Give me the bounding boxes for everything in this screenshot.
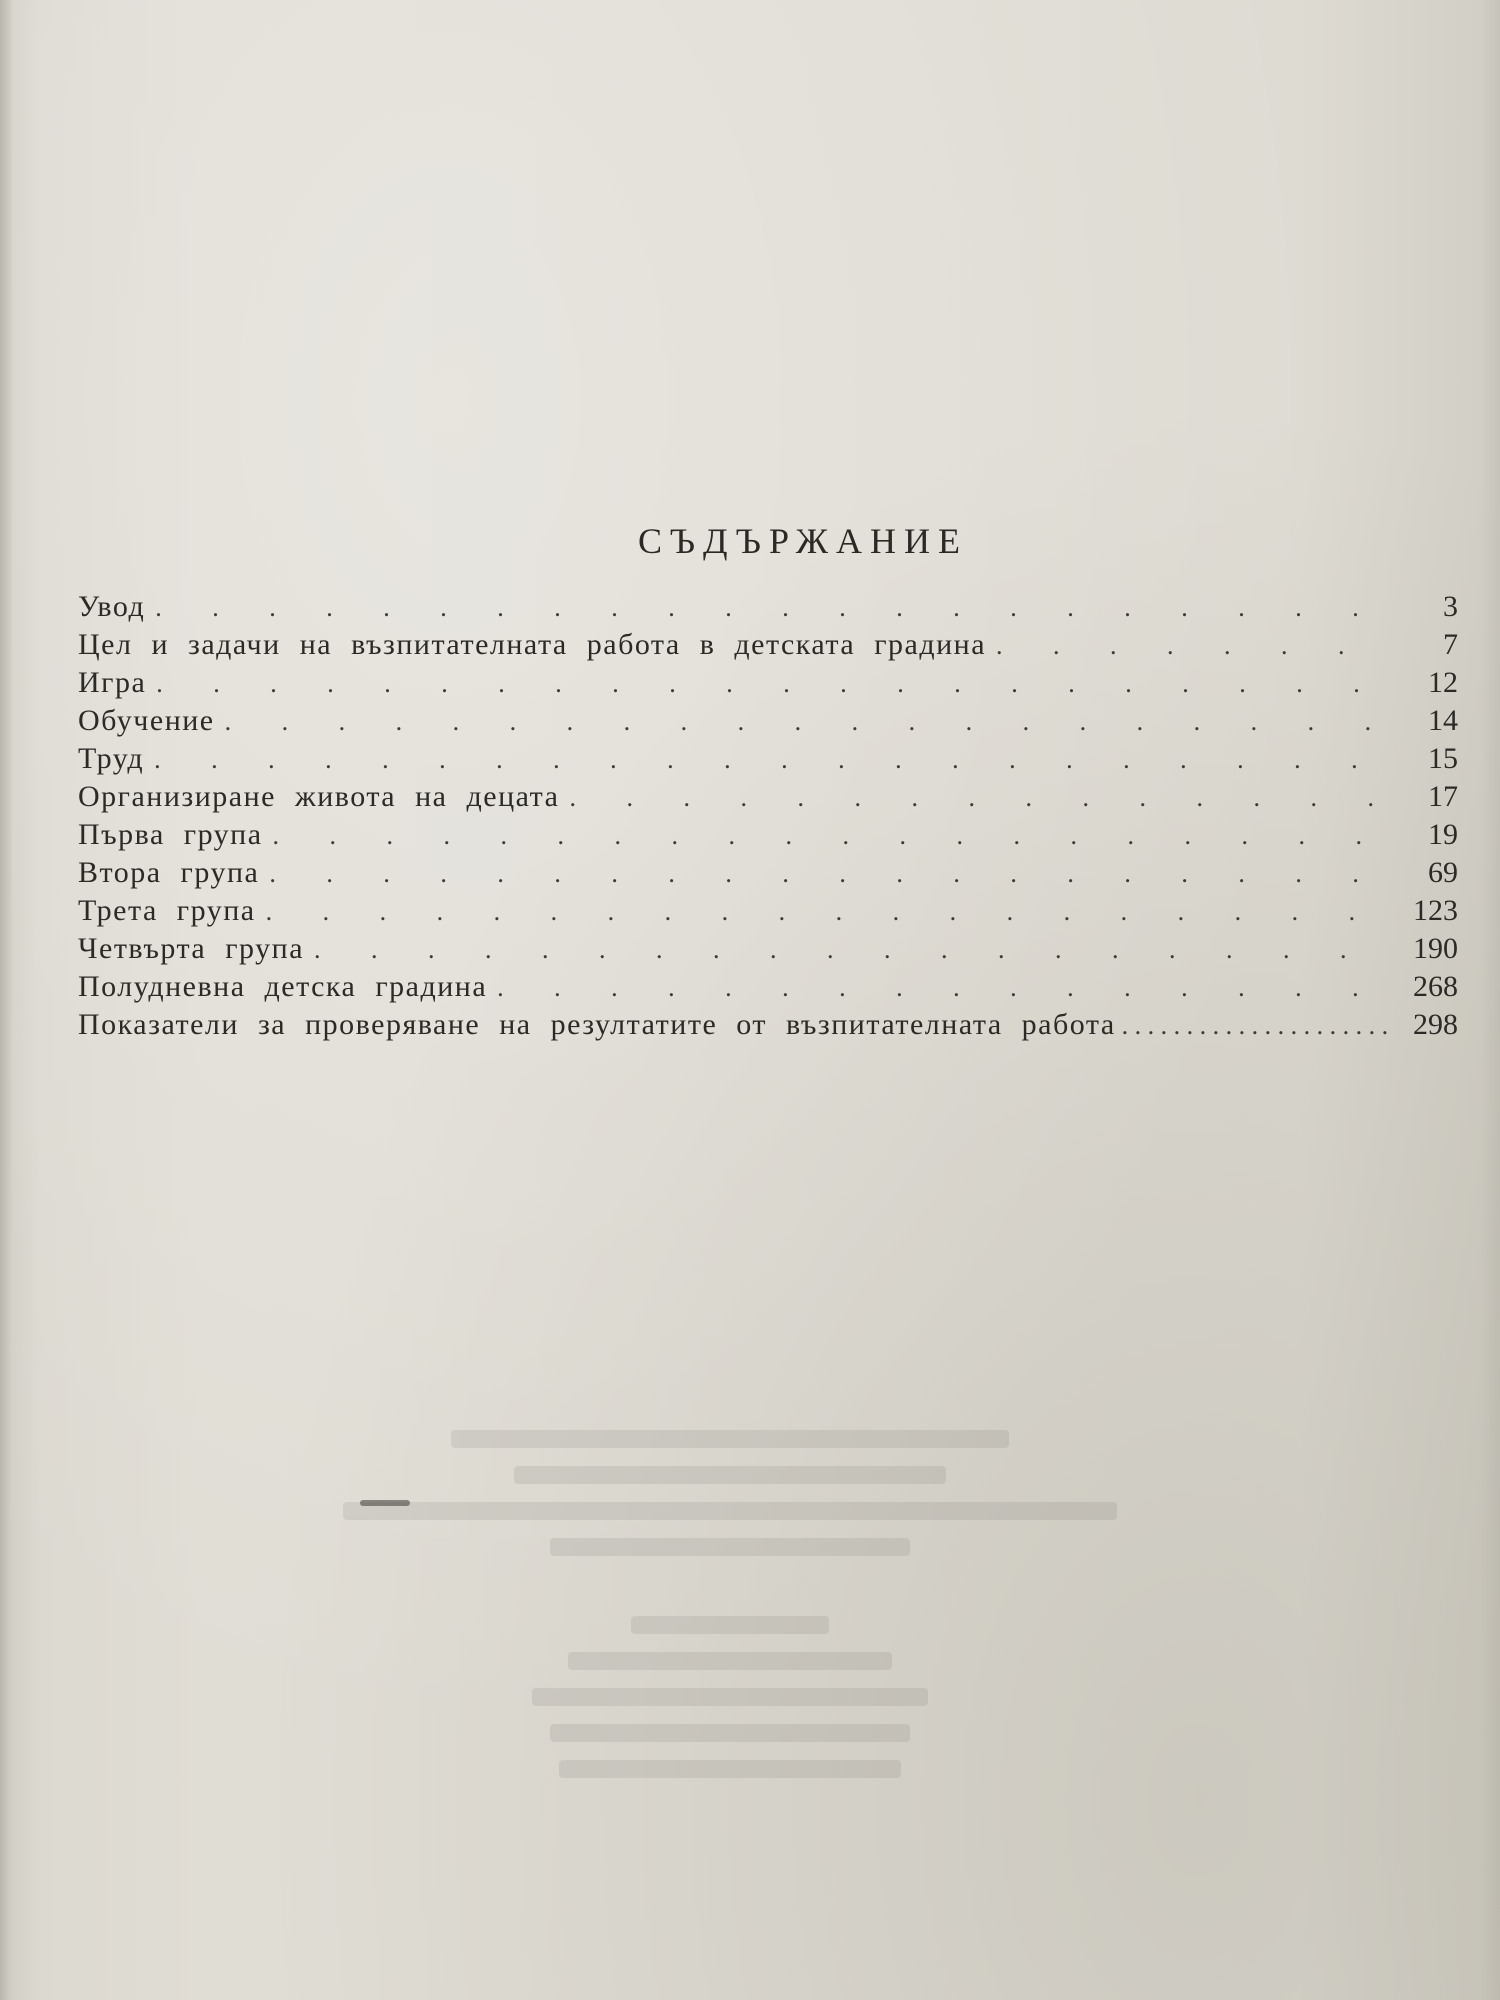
- bleed-through-line: [343, 1502, 1117, 1520]
- toc-entry-page: 190: [1413, 932, 1458, 965]
- bleed-through-line: [550, 1724, 910, 1742]
- toc-entry-title: Увод: [78, 590, 146, 623]
- toc-entry-page: 69: [1428, 856, 1458, 889]
- toc-entry-page: 7: [1443, 628, 1458, 661]
- toc-entry: [78, 702, 1458, 740]
- dot-leader: [154, 741, 1390, 779]
- toc-entry-title: Втора група: [78, 856, 260, 889]
- toc-entry-title: Обучение: [78, 704, 215, 737]
- toc-entry-page: 123: [1413, 894, 1458, 927]
- bleed-through-text: [280, 1430, 1180, 1950]
- dot-leader: [569, 779, 1390, 817]
- dot-leader: [497, 969, 1390, 1007]
- toc-entry-title: Трета група: [78, 894, 256, 927]
- bleed-through-line: [568, 1652, 892, 1670]
- toc-entry: [78, 968, 1458, 1006]
- dot-leader: [156, 665, 1390, 703]
- toc-entry-title: Показатели за проверяване на резултатите от възпитателната работа: [78, 1008, 1116, 1041]
- toc-entry: [78, 1006, 1458, 1044]
- dot-leader: [314, 931, 1390, 969]
- toc-entry: [78, 854, 1458, 892]
- toc-entry-page: 15: [1428, 742, 1458, 775]
- toc-entry-page: 19: [1428, 818, 1458, 851]
- dot-leader: [155, 589, 1390, 627]
- toc-entry: [78, 816, 1458, 854]
- toc-entry-page: 12: [1428, 666, 1458, 699]
- toc-entry: [78, 740, 1458, 778]
- table-of-contents: [78, 520, 1458, 1044]
- toc-entry: [78, 626, 1458, 664]
- dot-leader: [225, 703, 1390, 741]
- bleed-through-line: [514, 1466, 946, 1484]
- toc-entry: [78, 778, 1458, 816]
- toc-entry-title: Четвърта група: [78, 932, 305, 965]
- toc-entry: [78, 930, 1458, 968]
- toc-entry: [78, 892, 1458, 930]
- toc-entry: [78, 664, 1458, 702]
- bleed-through-line: [532, 1688, 928, 1706]
- dot-leader: [1122, 1007, 1394, 1045]
- dot-leader: [996, 627, 1390, 665]
- bleed-through-line: [559, 1760, 901, 1778]
- bleed-through-line: [451, 1430, 1009, 1448]
- dot-leader: [269, 855, 1390, 893]
- toc-entry-page: 3: [1443, 590, 1458, 623]
- page-binding-edge: [0, 0, 12, 2000]
- dot-leader: [273, 817, 1390, 855]
- toc-list: [78, 588, 1458, 1044]
- toc-entry-page: 268: [1413, 970, 1458, 1003]
- toc-entry-title: Първа група: [78, 818, 263, 851]
- toc-entry-title: Труд: [78, 742, 145, 775]
- toc-entry-title: Организиране живота на децата: [78, 780, 560, 813]
- toc-entry-title: Игра: [78, 666, 147, 699]
- bleed-through-line: [631, 1616, 829, 1634]
- toc-entry-title: Полудневна детска градина: [78, 970, 488, 1003]
- toc-title: СЪДЪРЖАНИЕ: [638, 521, 968, 561]
- toc-entry-page: 14: [1428, 704, 1458, 737]
- toc-entry-title: Цел и задачи на възпитателната работа в детската градина: [78, 628, 987, 661]
- toc-entry: [78, 588, 1458, 626]
- toc-entry-page: 17: [1428, 780, 1458, 813]
- bleed-through-line: [550, 1538, 910, 1556]
- dot-leader: [266, 893, 1390, 931]
- toc-entry-page: 298: [1413, 1008, 1458, 1041]
